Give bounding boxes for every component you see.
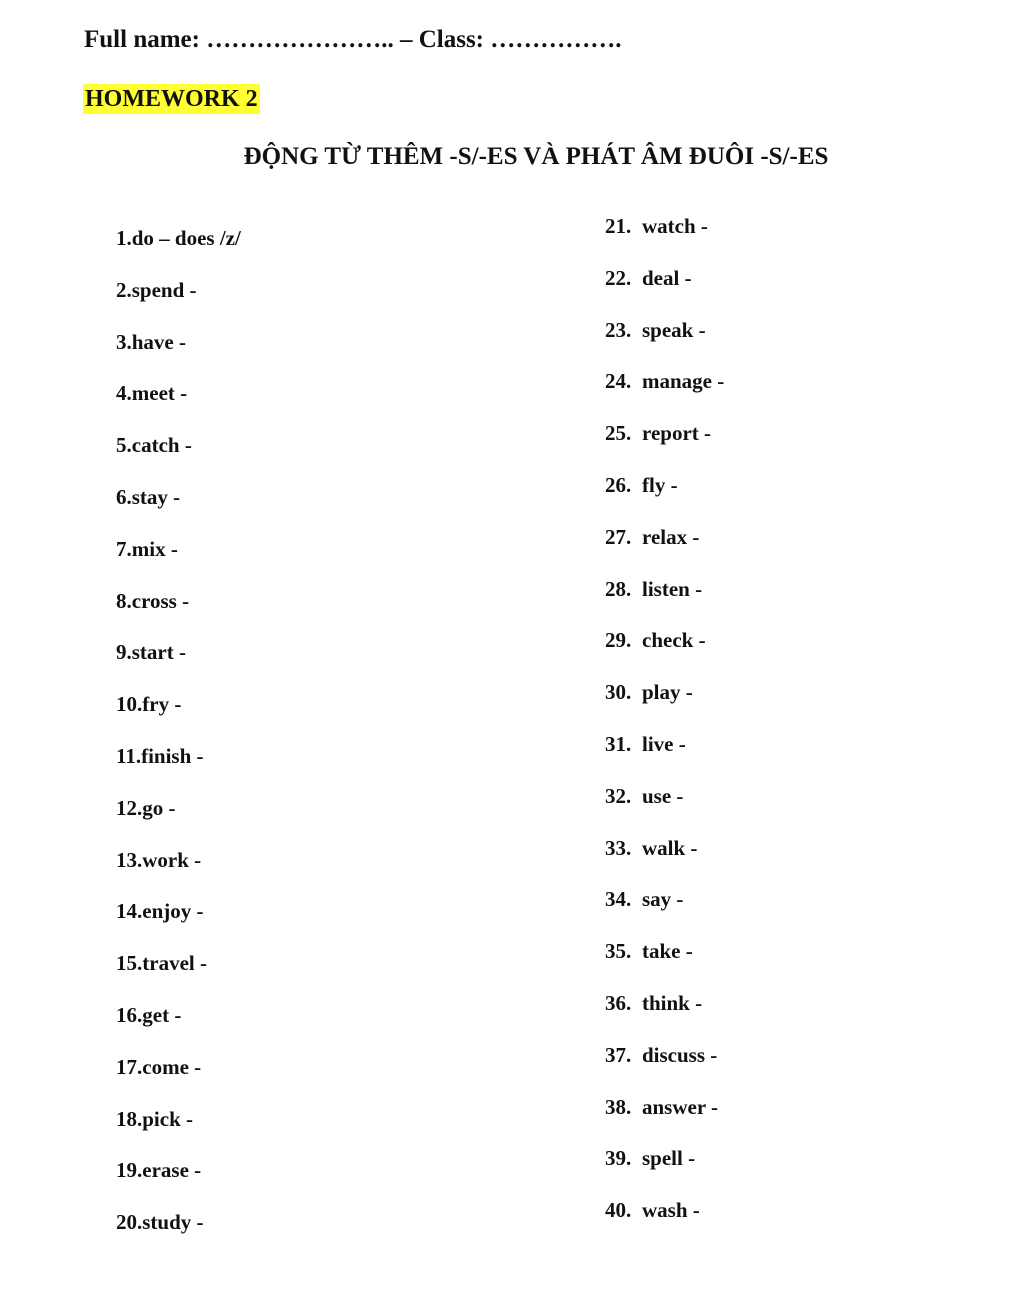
homework-title: HOMEWORK 2: [85, 86, 258, 112]
exercise-verb: do – does /z/: [131, 226, 241, 250]
exercise-item: [605, 937, 724, 989]
exercise-verb: have -: [131, 329, 186, 354]
exercise-number: 12.: [116, 795, 143, 820]
exercise-number: 14.: [116, 899, 143, 924]
exercise-item: [116, 587, 241, 639]
exercise-item: [605, 212, 724, 264]
exercise-number: 9.: [116, 640, 132, 665]
exercise-verb: spell -: [642, 1146, 696, 1171]
exercise-number: 29.: [605, 628, 632, 653]
exercise-number: 11.: [116, 743, 142, 768]
exercise-verb: meet -: [131, 381, 188, 406]
exercise-item: [116, 328, 241, 380]
exercise-number: 17.: [116, 1054, 143, 1079]
exercise-number: 15.: [116, 951, 143, 976]
exercise-item: [116, 1156, 241, 1208]
exercise-item: [605, 367, 724, 419]
exercise-verb: get -: [142, 1002, 182, 1027]
exercise-number: 25.: [605, 421, 632, 446]
exercise-number: 21.: [605, 214, 632, 238]
exercise-verb: play -: [642, 680, 693, 705]
exercise-number: 39.: [605, 1146, 632, 1171]
exercise-number: 20.: [116, 1210, 143, 1235]
exercise-item: [116, 224, 241, 276]
exercise-verb: finish -: [141, 743, 204, 768]
exercise-verb: travel -: [142, 951, 207, 976]
exercise-item: [116, 949, 241, 1001]
exercise-number: 33.: [605, 835, 632, 860]
exercise-item: [605, 1144, 724, 1196]
exercise-number: 28.: [605, 576, 632, 601]
exercise-item: [116, 897, 241, 949]
exercise-item: [605, 1196, 724, 1248]
exercise-verb: enjoy -: [142, 899, 204, 924]
exercise-verb: go -: [142, 795, 176, 820]
exercise-number: 18.: [116, 1106, 143, 1131]
exercise-verb: answer -: [642, 1094, 719, 1119]
exercise-verb: use -: [642, 783, 684, 808]
exercise-number: 23.: [605, 317, 632, 342]
exercise-item: [605, 523, 724, 575]
exercise-item: [605, 678, 724, 730]
exercise-item: [605, 834, 724, 886]
exercise-number: 1.: [116, 226, 132, 250]
exercise-number: 38.: [605, 1094, 632, 1119]
exercise-number: 16.: [116, 1002, 143, 1027]
exercise-verb: speak -: [642, 317, 706, 342]
exercise-number: 6.: [116, 484, 132, 509]
exercise-number: 7.: [116, 536, 132, 561]
exercise-verb: cross -: [131, 588, 190, 613]
exercise-verb: deal -: [642, 265, 692, 290]
exercise-verb: work -: [142, 847, 202, 872]
exercise-number: 24.: [605, 369, 632, 394]
exercise-verb: catch -: [131, 433, 192, 458]
exercise-verb: say -: [642, 887, 684, 912]
exercise-number: 36.: [605, 990, 632, 1015]
exercise-number: 34.: [605, 887, 632, 912]
exercise-item: [605, 264, 724, 316]
exercise-item: [116, 379, 241, 431]
exercise-verb: relax -: [642, 524, 700, 549]
exercise-verb: come -: [142, 1054, 202, 1079]
exercise-item: [116, 1208, 241, 1260]
exercise-item: [116, 483, 241, 535]
exercise-number: 5.: [116, 433, 132, 458]
exercise-number: 27.: [605, 524, 632, 549]
worksheet-subtitle: ĐỘNG TỪ THÊM -S/-ES VÀ PHÁT ÂM ĐUÔI -S/-ES: [243, 143, 829, 170]
exercise-item: [605, 1041, 724, 1093]
exercise-verb: mix -: [131, 536, 178, 561]
exercise-number: 19.: [116, 1158, 143, 1183]
exercise-item: [116, 1001, 241, 1053]
exercise-item: [116, 846, 241, 898]
exercise-verb: study -: [142, 1210, 204, 1235]
exercise-number: 22.: [605, 265, 632, 290]
exercise-verb: manage -: [642, 369, 725, 394]
exercise-verb: erase -: [142, 1158, 202, 1183]
exercise-item: [605, 885, 724, 937]
exercise-verb: start -: [131, 640, 186, 665]
exercise-item: [116, 431, 241, 483]
exercise-verb: watch -: [642, 214, 708, 238]
exercise-number: 3.: [116, 329, 132, 354]
exercise-number: 4.: [116, 381, 132, 406]
exercise-verb: listen -: [642, 576, 703, 601]
exercise-number: 40.: [605, 1198, 632, 1223]
exercise-item: [116, 794, 241, 846]
exercise-item: [116, 276, 241, 328]
exercise-item: [605, 1093, 724, 1145]
exercise-number: 30.: [605, 680, 632, 705]
exercise-number: 13.: [116, 847, 143, 872]
exercise-item: [605, 782, 724, 834]
exercise-verb: pick -: [142, 1106, 194, 1131]
exercise-verb: spend -: [131, 277, 197, 302]
exercise-item: [116, 1053, 241, 1105]
exercise-verb: discuss -: [642, 1042, 718, 1067]
exercise-item: [116, 535, 241, 587]
exercise-verb: report -: [642, 421, 711, 446]
exercise-item: [605, 989, 724, 1041]
exercise-item: [605, 471, 724, 523]
exercise-item: [605, 575, 724, 627]
exercise-item: [116, 1105, 241, 1157]
right-exercise-list: [605, 212, 724, 1248]
exercise-verb: walk -: [642, 835, 698, 860]
exercise-item: [605, 316, 724, 368]
exercise-verb: wash -: [642, 1198, 700, 1223]
exercise-number: 10.: [116, 692, 143, 717]
exercise-number: 2.: [116, 277, 132, 302]
exercise-verb: fry -: [142, 692, 182, 717]
exercise-item: [116, 638, 241, 690]
exercise-verb: fly -: [642, 472, 678, 497]
exercise-number: 26.: [605, 472, 632, 497]
exercise-number: 31.: [605, 731, 632, 756]
exercise-item: [116, 690, 241, 742]
left-exercise-list: [116, 224, 241, 1260]
exercise-item: [605, 626, 724, 678]
exercise-verb: live -: [642, 731, 686, 756]
exercise-item: [605, 730, 724, 782]
exercise-number: 32.: [605, 783, 632, 808]
exercise-verb: stay -: [131, 484, 181, 509]
full-name-class-line: Full name: ………………….. – Class: …………….: [84, 26, 622, 53]
exercise-item: [116, 742, 241, 794]
exercise-verb: check -: [642, 628, 706, 653]
exercise-number: 37.: [605, 1042, 632, 1067]
exercise-item: [605, 419, 724, 471]
exercise-verb: think -: [642, 990, 703, 1015]
exercise-verb: take -: [642, 939, 693, 964]
exercise-number: 8.: [116, 588, 132, 613]
exercise-number: 35.: [605, 939, 632, 964]
